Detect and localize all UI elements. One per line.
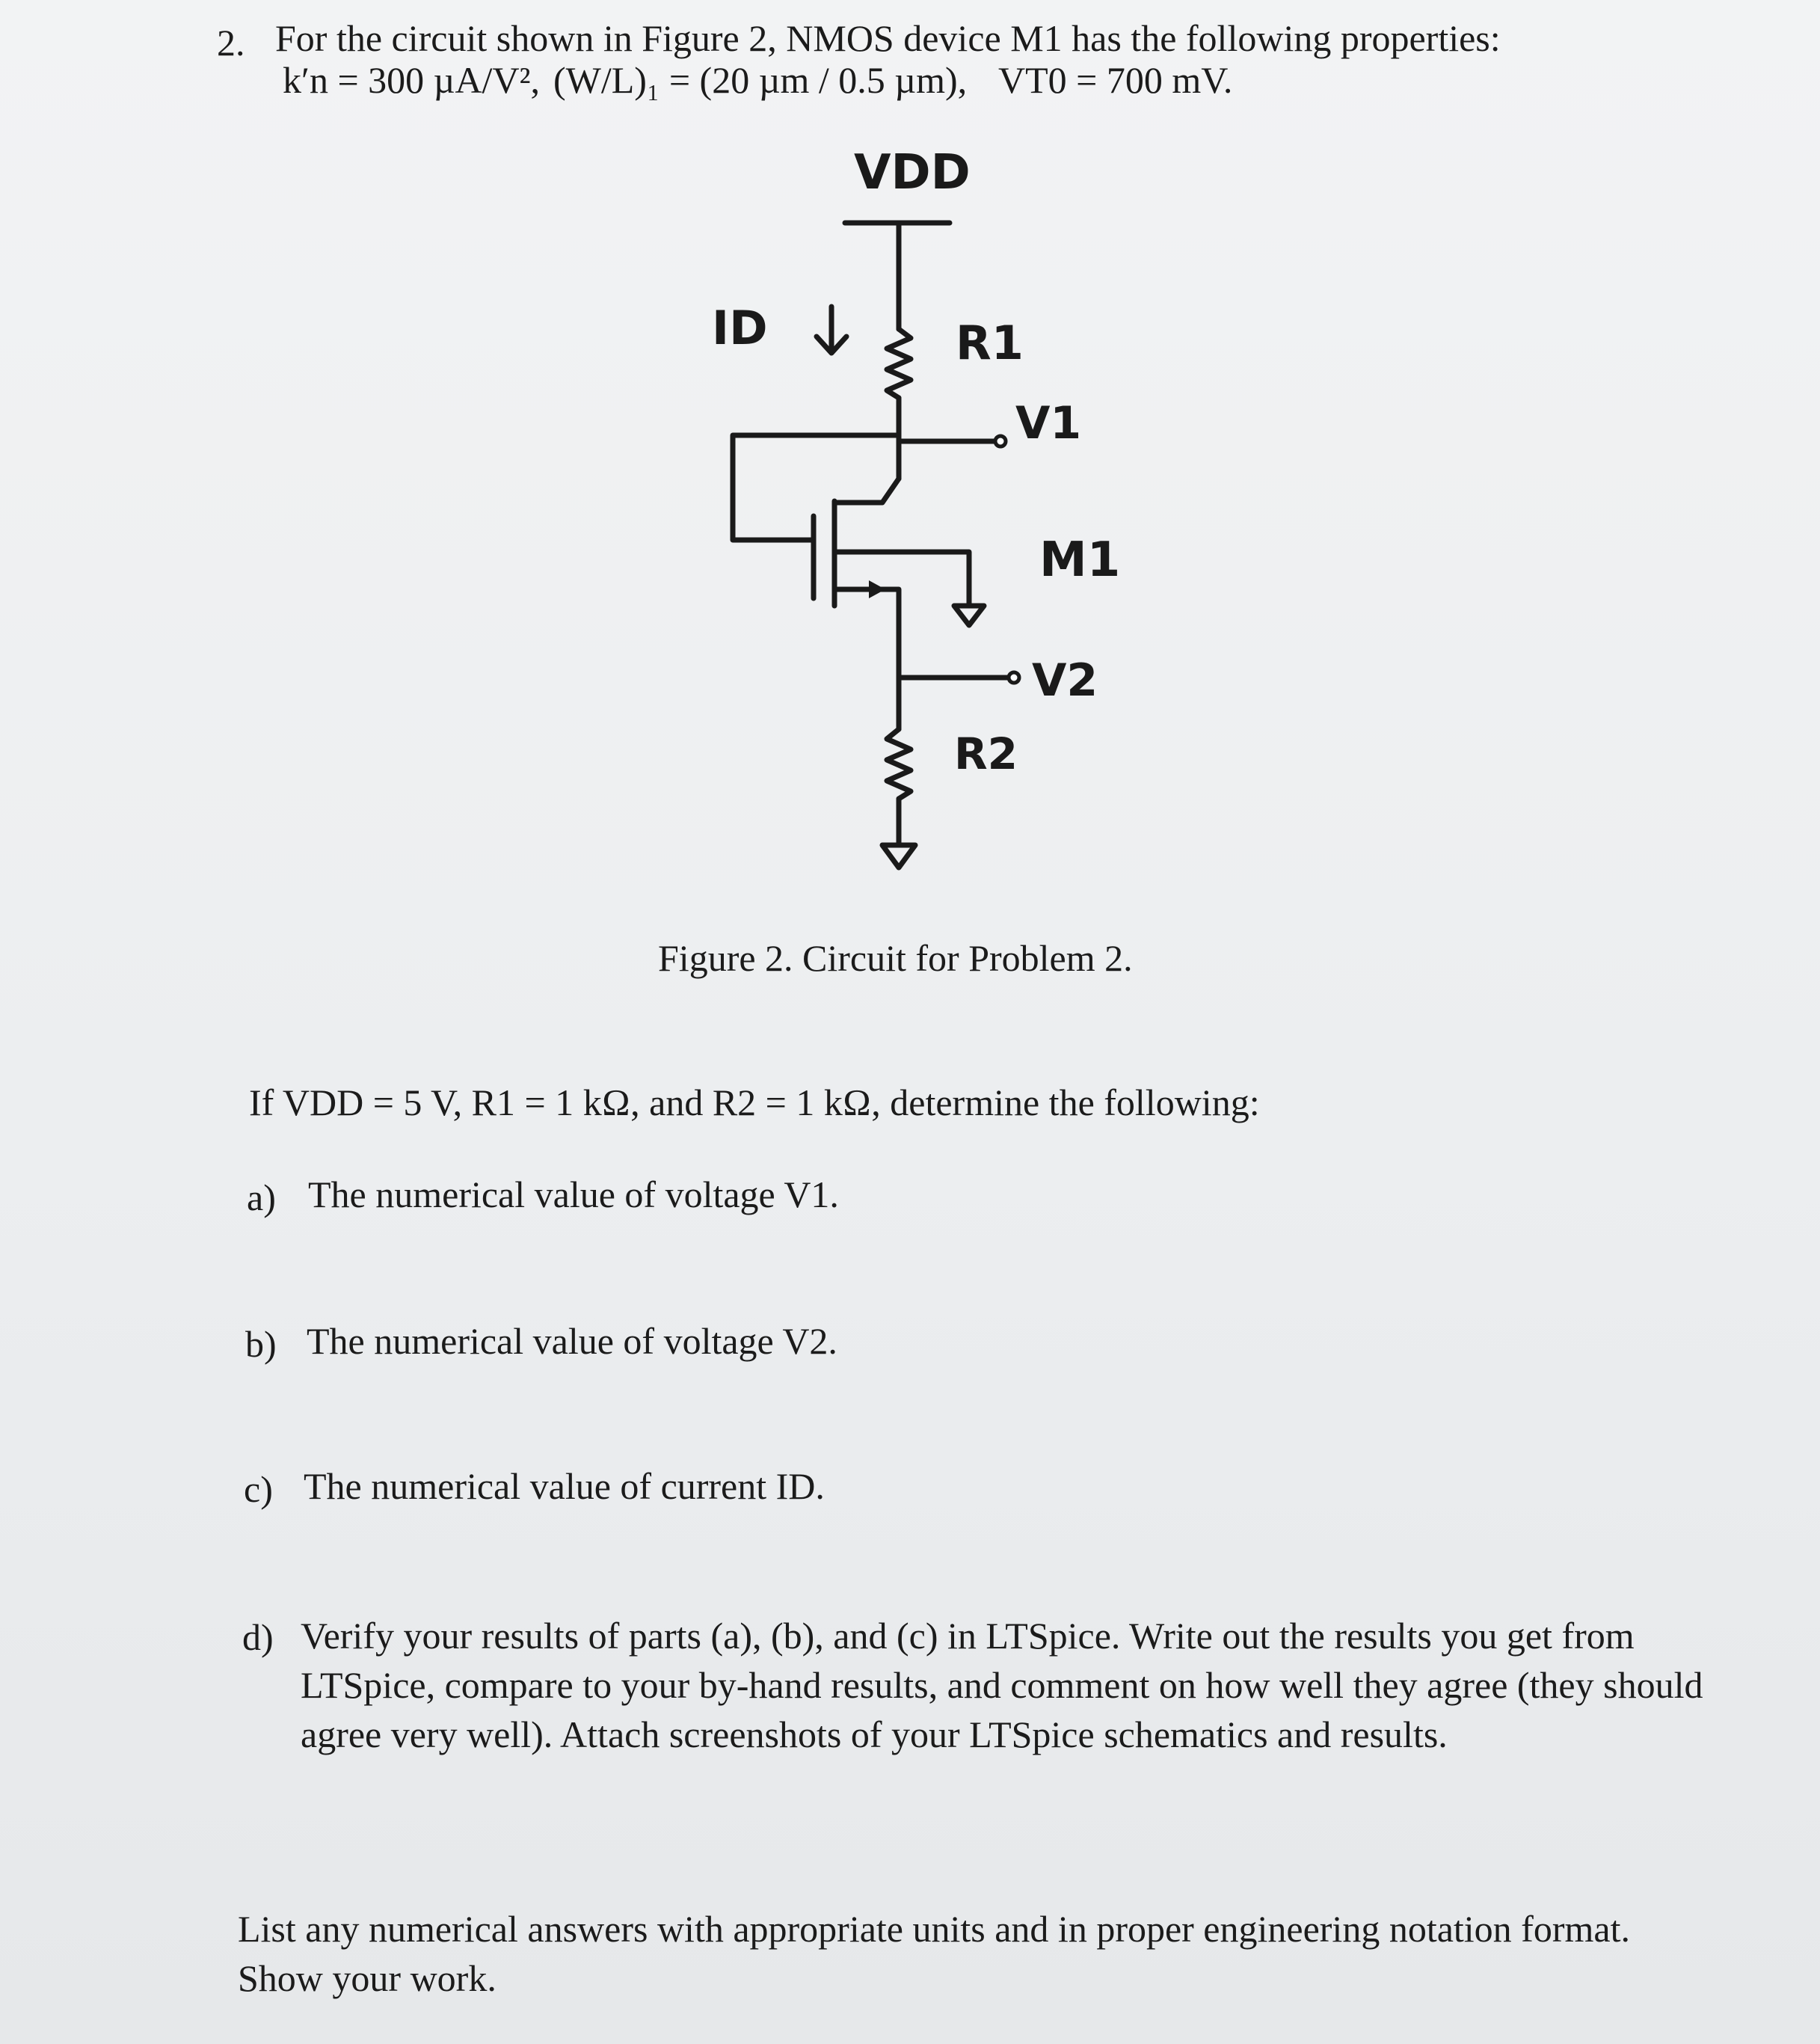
- circuit-diagram: [658, 127, 1196, 890]
- vdd-label: VDD: [854, 145, 971, 200]
- part-c-text: The numerical value of current ID.: [304, 1465, 825, 1507]
- part-a-text: The numerical value of voltage V1.: [308, 1173, 839, 1215]
- r1-resistor: [887, 329, 911, 398]
- given-statement: If VDD = 5 V, R1 = 1 kΩ, and R2 = 1 kΩ, determine the following:: [249, 1081, 1260, 1123]
- v1-terminal: [995, 436, 1006, 446]
- v1-label: V1: [1015, 397, 1082, 449]
- part-b-letter: b): [245, 1323, 277, 1365]
- part-c-letter: c): [244, 1468, 273, 1510]
- m1-label: M1: [1039, 533, 1121, 588]
- part-d-letter: d): [242, 1616, 274, 1658]
- figure-caption: Figure 2. Circuit for Problem 2.: [658, 937, 1133, 979]
- closing-instructions: List any numerical answers with appropriate units and in proper engineering notation format. Show your work.: [238, 1908, 1630, 1999]
- drain-stub: [834, 479, 899, 503]
- bottom-ground-symbol: [882, 845, 915, 868]
- body-link: [834, 552, 969, 606]
- body-ground-symbol: [954, 606, 984, 625]
- problem-intro: For the circuit shown in Figure 2, NMOS device M1 has the following properties:: [275, 17, 1501, 59]
- v2-terminal: [1009, 672, 1019, 683]
- param-wl: (W/L)₁ = (20 µm / 0.5 µm),: [553, 59, 968, 101]
- source-stub: [834, 589, 899, 606]
- param-vto: VT0 = 700 mV.: [998, 59, 1233, 101]
- source-arrow: [869, 580, 885, 598]
- problem-number: 2.: [217, 22, 245, 64]
- r2-resistor: [887, 729, 911, 799]
- r1-label: R1: [956, 316, 1024, 370]
- r2-label: R2: [954, 728, 1018, 779]
- part-a-letter: a): [247, 1176, 276, 1218]
- part-b-text: The numerical value of voltage V2.: [307, 1320, 837, 1362]
- param-kn: k′n = 300 µA/V²,: [283, 59, 541, 101]
- id-label: ID: [712, 301, 768, 355]
- part-d-text: Verify your results of parts (a), (b), and (c) in LTSpice. Write out the results you get from LTSpice, compare to your by-hand results, and comment on how well they agree (they should agree very well). Attach screenshots of your LTSpice schematics and results.: [301, 1615, 1703, 1755]
- v2-label: V2: [1032, 654, 1098, 707]
